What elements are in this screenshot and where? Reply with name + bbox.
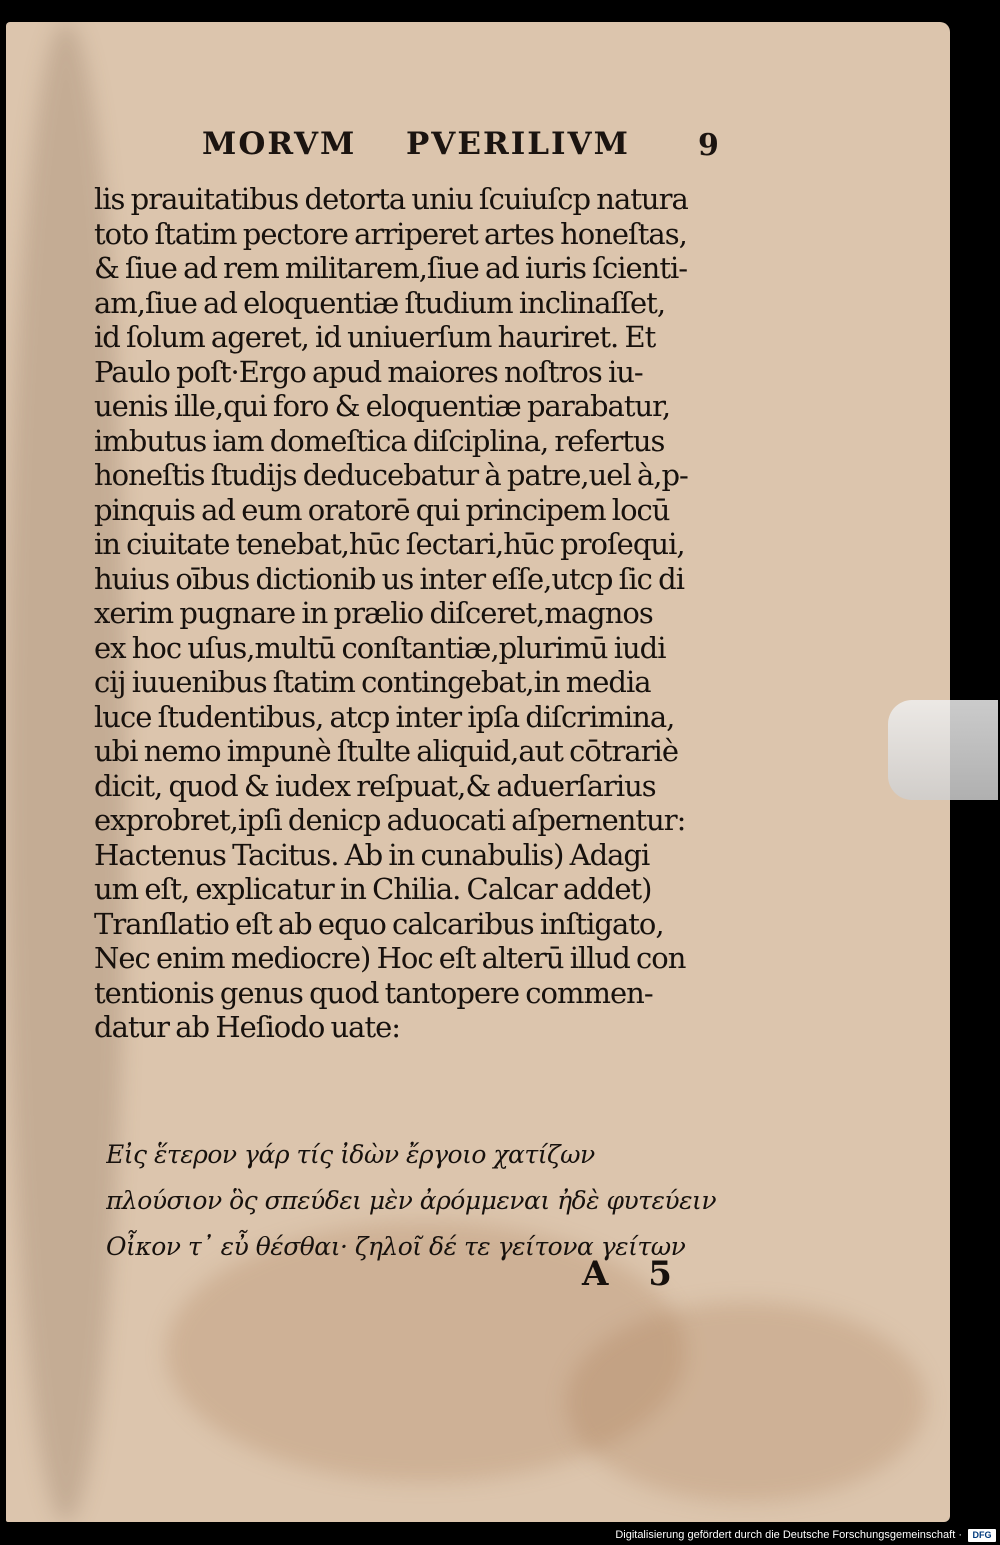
text-line: um eſt, explicatur in Chilia. Calcar addet) [94,872,652,906]
text-line: ex hoc uſus,multū conſtantiæ,plurimū iudi [94,630,666,665]
running-head-left: MORVM [202,126,357,162]
text-line: toto ſtatim pectore arriperet artes honeſtas, [94,216,687,251]
text-line: Tranſlatio eſt ab equo calcaribus inſtigato, [94,906,664,941]
water-stain [566,1302,926,1502]
text-line: huius oībus dictionib us inter eſſe,utcp ſic di [94,561,684,596]
text-line: uenis ille,qui foro & eloquentiæ parabatur, [94,389,671,423]
greek-line: πλούσιον ὃς σπεύδει μὲν ἀρόμμεναι ἠδὲ φυτεύειν [106,1186,717,1215]
text-line: Paulo poſt·Ergo apud maiores noſtros iu- [94,354,643,389]
running-head [6,126,950,166]
greek-line: Εἰς ἕτερον γάρ τίς ἰδὼν ἔργοιο χατίζων [106,1140,595,1169]
text-line: imbutus iam domeſtica diſciplina, refertus [94,423,665,458]
running-head-right: PVERILIVM [406,126,630,162]
text-line: cij iuuenibus ſtatim contingebat,in media [94,665,651,699]
text-line: honeſtis ſtudijs deducebatur à patre,uel à,p- [94,458,688,492]
text-line: & ſiue ad rem militarem,ſiue ad iuris ſcienti- [94,251,688,285]
greek-quotation [106,1132,746,1270]
text-line: Hactenus Tacitus. Ab in cunabulis) Adagi [94,837,650,872]
page-clip [888,700,998,800]
text-line: in ciuitate tenebat,hūc ſectari,hūc proſequi, [94,527,685,561]
funding-notice: Digitalisierung gefördert durch die Deutsche Forschungsgemeinschaft · [615,1529,962,1541]
footer-bar [600,1526,1000,1545]
greek-line: Οἶκον τ᾽ εὖ θέσθαι· ζηλοῖ δέ τε γείτονα γείτων [106,1232,686,1261]
text-line: id ſolum ageret, id uniuerſum hauriret. Et [94,320,656,354]
page-number: 9 [698,128,719,163]
text-line: exprobret,ipſi denicp aduocati aſpernentur: [94,803,686,837]
text-line: am,ſiue ad eloquentiæ ſtudium inclinaſſet, [94,285,666,320]
text-line: datur ab Heſiodo uate: [94,1010,401,1044]
text-line: luce ſtudentibus, atcp inter ipſa diſcrimina, [94,699,675,734]
text-line: tentionis genus quod tantopere commen- [94,975,653,1010]
book-page [6,22,950,1522]
text-line: lis prauitatibus detorta uniu ſcuiuſcp natura [94,182,688,216]
text-line: pinquis ad eum oratorē qui principem locū [94,492,670,527]
text-line: Nec enim mediocre) Hoc eſt alterū illud con [94,941,686,975]
text-line: ubi nemo impunè ſtulte aliquid,aut cōtrariè [94,734,678,768]
body-text [94,182,744,1045]
text-line: xerim pugnare in prælio diſceret,magnos [94,596,653,630]
signature-mark: A 5 [582,1254,686,1294]
dfg-logo-icon: DFG [968,1529,996,1542]
text-line: dicit, quod & iudex reſpuat,& aduerſarius [94,768,656,803]
